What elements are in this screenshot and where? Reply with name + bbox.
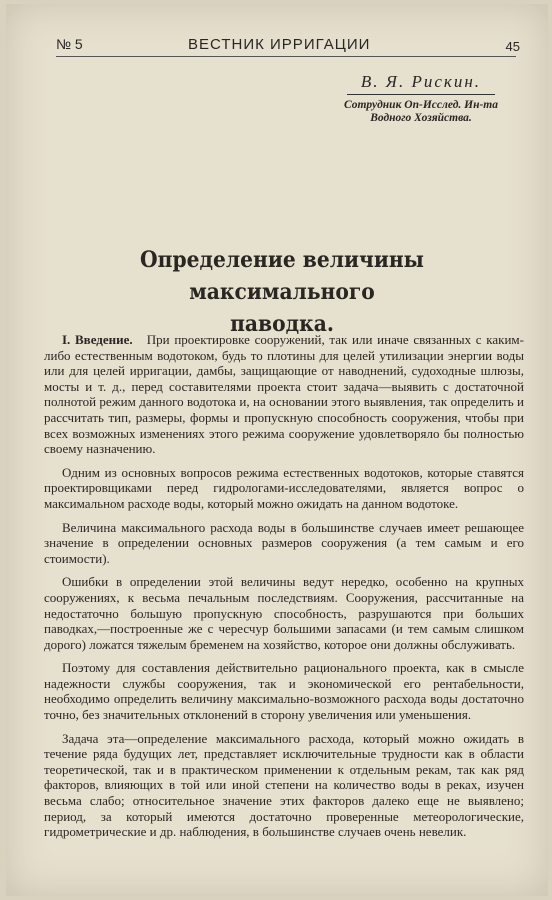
author-block: [344, 72, 498, 125]
section-heading: I. Введение.: [62, 332, 133, 347]
article-title: [56, 244, 509, 340]
paragraph-5: Поэтому для составления действительно рационального проекта, как в смысле надежности службы сооружения, так и экономической его рентабельности, необходимо определить величину максимально-возможного расхода воды достаточно точно, без значительных отклонений в сторону увеличения или уменьшения.: [44, 660, 524, 723]
article-body: [44, 332, 524, 848]
paragraph-1: [44, 332, 524, 457]
issue-number: № 5: [56, 36, 83, 52]
author-name: В. Я. Рискин.: [347, 72, 495, 95]
page-number: 45: [505, 39, 520, 54]
paragraph-6: Задача эта—определение максимального расхода, который можно ожидать в течение ряда будущих лет, представляет исключительные трудности как в области теоретической, так и в практическом применении к отдельным рекам, так как ряд факторов, влияющих в той или иной степени на количество воды в реках, изучен весьма слабо; относительное значение этих факторов далеко еще не выявлено; период, за который имеются достаточно проверенные метеорологические, гидрометрические и др. наблюдения, в большинстве случаев очень невелик.: [44, 730, 524, 840]
title-line-2: паводка.: [230, 311, 334, 337]
paragraph-2: Одним из основных вопросов режима естественных водотоков, которые ставятся проектировщиками перед гидрологами-исследователями, является вопрос о максимальном расходе воды, который можно ожидать на данном водотоке.: [44, 464, 524, 511]
affiliation-line-2: Водного Хозяйства.: [370, 112, 472, 124]
title-line-1: Определение величины максимального: [140, 247, 424, 305]
journal-page: [6, 4, 548, 896]
journal-title: ВЕСТНИК ИРРИГАЦИИ: [188, 36, 371, 53]
paragraph-4: Ошибки в определении этой величины ведут нередко, особенно на крупных сооружениях, к весьма печальным последствиям. Сооружения, рассчитанные на недостаточно большую пропускную способность, разрушаются при больших паводках,—построенные же с чересчур большими запасами (и тем самым слишком дорого) ложатся тяжелым бременем на хозяйство, которое они должны обслуживать.: [44, 574, 524, 652]
author-affiliation: [344, 99, 498, 125]
running-header: [56, 34, 520, 57]
affiliation-line-1: Сотрудник Оп-Исслед. Ин-та: [343, 99, 498, 111]
paragraph-3: Величина максимального расхода воды в большинстве случаев имеет решающее значение в определении основных размеров сооружения (а тем самым и его стоимости).: [44, 519, 524, 566]
paragraph-1-text: При проектировке сооружений, так или иначе связанных с каким-либо естественным водотоком, будь то плотины для целей утилизации энергии воды или для целей ирригации, дамбы, защищающие от наводнений, судоходные шлюзы, мосты и т. д., перед составителями проекта стоит задача—выявить с достаточной полнотой режим данного водотока и, на основании этого выявления, так определить и рассчитать тип, размеры, формы и пропускную способность сооружения, чтобы при всех возможных изменениях этого режима сооружение удовлетворяло бы полностью своему назначению.: [44, 332, 524, 457]
